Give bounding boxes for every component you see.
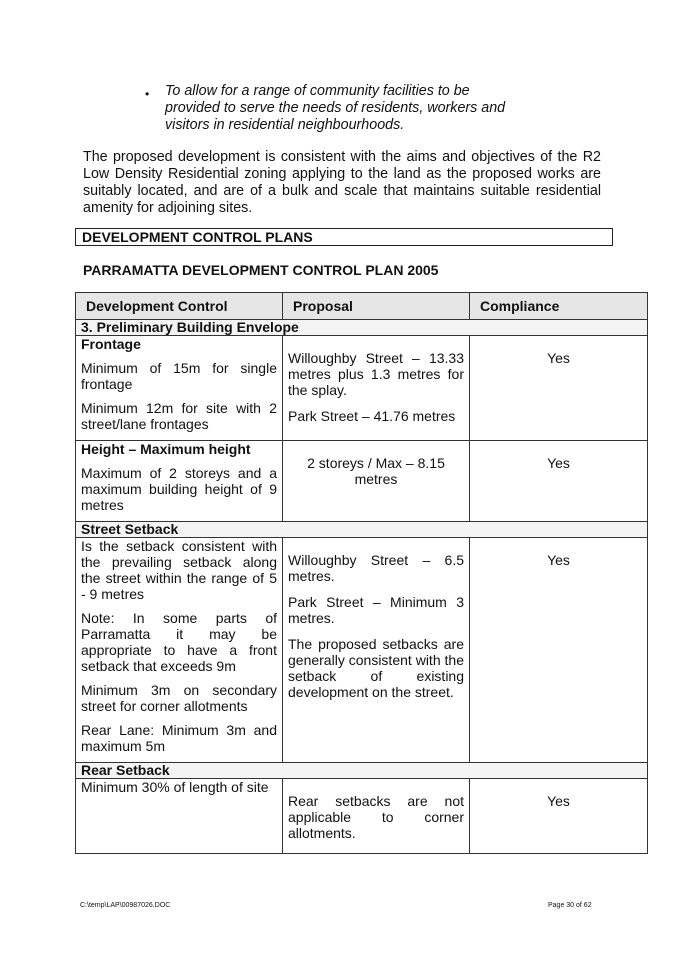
section-heading-box (75, 228, 613, 246)
street-setback-control-3: Minimum 3m on secondary street for corner allotments (81, 682, 277, 714)
street-setback-title: Street Setback (76, 522, 648, 538)
street-setback-compliance-cell (470, 538, 648, 763)
frontage-control-2: Minimum 12m for site with 2 street/lane frontages (81, 400, 277, 432)
street-setback-proposal-3: The proposed setbacks are generally consistent with the setback of existing development on the street. (288, 636, 464, 700)
street-setback-control-1: Is the setback consistent with the prevailing setback along the street within the range of 5 - 9 metres (81, 538, 277, 602)
height-proposal-cell (283, 441, 470, 522)
height-compliance: Yes (547, 455, 570, 471)
height-title: Height – Maximum height (81, 441, 251, 457)
height-control-1: Maximum of 2 storeys and a maximum building height of 9 metres (81, 465, 277, 513)
street-setback-proposal-1: Willoughby Street – 6.5 metres. (288, 552, 464, 584)
development-control-table (75, 292, 648, 854)
section-row-label: 3. Preliminary Building Envelope (76, 320, 648, 336)
bullet-text: To allow for a range of community facilities to be provided to serve the needs of residents, workers and visitors in residential neighbourhoods. (165, 83, 506, 133)
frontage-title: Frontage (81, 336, 141, 352)
footer-file-path: C:\temp\LAP\00987026.DOC (80, 902, 171, 909)
frontage-compliance: Yes (547, 350, 570, 366)
rear-setback-proposal: Rear setbacks are not applicable to corner allotments. (288, 793, 464, 841)
street-setback-proposal-cell (283, 538, 470, 763)
frontage-proposal-cell (283, 336, 470, 441)
header-compliance: Compliance (470, 293, 648, 320)
header-development-control: Development Control (76, 293, 283, 320)
rear-setback-proposal-cell (283, 779, 470, 854)
table-row (76, 763, 648, 779)
frontage-control-1: Minimum of 15m for single frontage (81, 360, 277, 392)
bullet-marker: • (145, 87, 150, 101)
rear-setback-control-1: Minimum 30% of length of site (81, 779, 269, 795)
height-proposal: 2 storeys / Max – 8.15 metres (307, 455, 445, 487)
rear-setback-compliance: Yes (547, 793, 570, 809)
street-setback-control-4: Rear Lane: Minimum 3m and maximum 5m (81, 722, 277, 754)
street-setback-control-2: Note: In some parts of Parramatta it may be appropriate to have a front setback that exceeds 9m (81, 610, 277, 674)
street-setback-compliance: Yes (547, 552, 570, 568)
footer-page-number: Page 30 of 62 (548, 902, 592, 909)
frontage-compliance-cell (470, 336, 648, 441)
rear-setback-title: Rear Setback (76, 763, 648, 779)
frontage-proposal-2: Park Street – 41.76 metres (288, 408, 456, 424)
frontage-control-cell (76, 336, 283, 441)
height-control-cell (76, 441, 283, 522)
table-row-height (76, 441, 648, 522)
table-row-street-setback (76, 538, 648, 763)
table-row (76, 522, 648, 538)
table-row (76, 320, 648, 336)
rear-setback-control-cell (76, 779, 283, 854)
height-compliance-cell (470, 441, 648, 522)
table-row-rear-setback (76, 779, 648, 854)
street-setback-proposal-2: Park Street – Minimum 3 metres. (288, 594, 464, 626)
frontage-proposal-1: Willoughby Street – 13.33 metres plus 1.3 metres for the splay. (288, 350, 464, 398)
header-proposal: Proposal (283, 293, 470, 320)
rear-setback-compliance-cell (470, 779, 648, 854)
section-heading: DEVELOPMENT CONTROL PLANS (82, 229, 313, 245)
plan-title: PARRAMATTA DEVELOPMENT CONTROL PLAN 2005 (83, 262, 439, 278)
table-header-row (76, 293, 648, 320)
body-paragraph: The proposed development is consistent with the aims and objectives of the R2 Low Density Residential zoning applying to the land as the proposed works are suitably located, and are of a bulk and scale that maintains suitable residential amenity for adjoining sites. (83, 149, 601, 216)
table-row-frontage (76, 336, 648, 441)
street-setback-control-cell (76, 538, 283, 763)
